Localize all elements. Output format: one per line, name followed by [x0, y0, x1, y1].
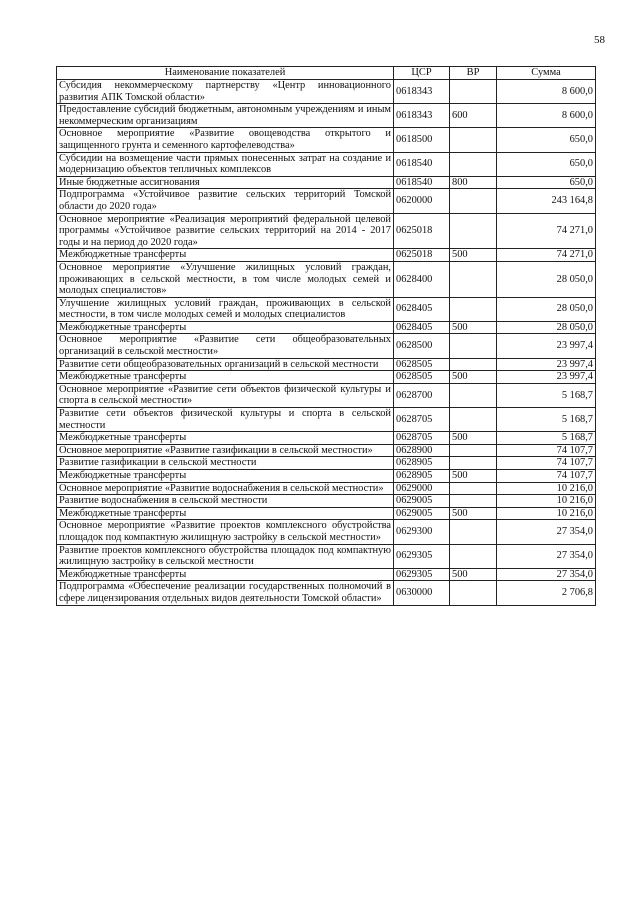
table-row	[57, 507, 596, 520]
table-row	[57, 457, 596, 470]
cell-sum: 2 706,8	[497, 581, 596, 605]
cell-name: Развитие сети общеобразовательных организаций в сельской местности	[57, 358, 394, 371]
table-row	[57, 432, 596, 445]
cell-sum: 10 216,0	[497, 482, 596, 495]
cell-sum: 74 107,7	[497, 444, 596, 457]
table-row	[57, 261, 596, 297]
cell-name: Межбюджетные трансферты	[57, 507, 394, 520]
cell-name: Развитие сети объектов физической культуры и спорта в сельской местности	[57, 408, 394, 432]
cell-name: Межбюджетные трансферты	[57, 432, 394, 445]
header-sum: Сумма	[497, 67, 596, 80]
cell-sum: 5 168,7	[497, 383, 596, 407]
table-row	[57, 444, 596, 457]
table-row	[57, 568, 596, 581]
cell-vr	[450, 261, 497, 297]
cell-name: Субсидия некоммерческому партнерству «Центр инновационного развития АПК Томской области»	[57, 80, 394, 104]
table-row	[57, 371, 596, 384]
table-row	[57, 482, 596, 495]
cell-name: Основное мероприятие «Развитие проектов комплексного обустройства площадок под компактную жилищную застройку в сельской местности»	[57, 520, 394, 544]
table-row	[57, 495, 596, 508]
cell-sum: 74 271,0	[497, 213, 596, 249]
cell-sum: 10 216,0	[497, 507, 596, 520]
cell-sum: 650,0	[497, 152, 596, 176]
header-name: Наименование показателей	[57, 67, 394, 80]
table-row	[57, 470, 596, 483]
cell-sum: 23 997,4	[497, 371, 596, 384]
table-row	[57, 104, 596, 128]
cell-vr	[450, 383, 497, 407]
table-row	[57, 297, 596, 321]
cell-vr: 500	[450, 470, 497, 483]
cell-name: Развитие водоснабжения в сельской местности	[57, 495, 394, 508]
header-csr: ЦСР	[394, 67, 450, 80]
cell-vr: 500	[450, 249, 497, 262]
cell-csr: 0628400	[394, 261, 450, 297]
cell-csr: 0629000	[394, 482, 450, 495]
page-number: 58	[594, 34, 605, 46]
cell-csr: 0628905	[394, 470, 450, 483]
cell-name: Улучшение жилищных условий граждан, проживающих в сельской местности, в том числе молодых семей и молодых специалистов	[57, 297, 394, 321]
cell-vr: 500	[450, 321, 497, 334]
cell-name: Предоставление субсидий бюджетным, автономным учреждениям и иным некоммерческим организациям	[57, 104, 394, 128]
cell-name: Субсидии на возмещение части прямых понесенных затрат на создание и модернизацию объектов тепличных комплексов	[57, 152, 394, 176]
header-vr: ВР	[450, 67, 497, 80]
cell-name: Основное мероприятие «Развитие сети объектов физической культуры и спорта в сельской местности»	[57, 383, 394, 407]
cell-sum: 28 050,0	[497, 321, 596, 334]
cell-name: Основное мероприятие «Развитие газификации в сельской местности»	[57, 444, 394, 457]
cell-sum: 27 354,0	[497, 544, 596, 568]
cell-name: Основное мероприятие «Улучшение жилищных условий граждан, проживающих в сельской местности, в том числе молодых семей и молодых специалистов»	[57, 261, 394, 297]
cell-vr	[450, 520, 497, 544]
cell-name: Развитие проектов комплексного обустройства площадок под компактную жилищную застройку в сельской местности	[57, 544, 394, 568]
cell-csr: 0629305	[394, 568, 450, 581]
cell-csr: 0620000	[394, 189, 450, 213]
cell-name: Межбюджетные трансферты	[57, 371, 394, 384]
table-row	[57, 152, 596, 176]
table-header-row	[57, 67, 596, 80]
cell-vr	[450, 495, 497, 508]
cell-csr: 0629300	[394, 520, 450, 544]
table-row	[57, 520, 596, 544]
table-row	[57, 128, 596, 152]
cell-name: Основное мероприятие «Развитие водоснабжения в сельской местности»	[57, 482, 394, 495]
cell-csr: 0618343	[394, 104, 450, 128]
cell-vr	[450, 334, 497, 358]
cell-vr	[450, 297, 497, 321]
cell-vr: 500	[450, 507, 497, 520]
cell-name: Подпрограмма «Устойчивое развитие сельских территорий Томской области до 2020 года»	[57, 189, 394, 213]
cell-sum: 5 168,7	[497, 432, 596, 445]
cell-vr: 500	[450, 371, 497, 384]
cell-name: Иные бюджетные ассигнования	[57, 176, 394, 189]
cell-csr: 0629305	[394, 544, 450, 568]
cell-vr	[450, 189, 497, 213]
cell-name: Подпрограмма «Обеспечение реализации государственных полномочий в сфере лицензирования отдельных видов деятельности Томской области»	[57, 581, 394, 605]
cell-name: Межбюджетные трансферты	[57, 568, 394, 581]
cell-sum: 650,0	[497, 176, 596, 189]
cell-csr: 0625018	[394, 213, 450, 249]
cell-csr: 0628405	[394, 297, 450, 321]
cell-sum: 74 107,7	[497, 470, 596, 483]
cell-csr: 0628705	[394, 408, 450, 432]
cell-vr	[450, 213, 497, 249]
cell-name: Межбюджетные трансферты	[57, 321, 394, 334]
cell-csr: 0618540	[394, 152, 450, 176]
cell-name: Основное мероприятие «Реализация мероприятий федеральной целевой программы «Устойчивое развитие сельских территорий на 2014 - 2017 годы и на период до 2020 года»	[57, 213, 394, 249]
table-row	[57, 581, 596, 605]
cell-csr: 0628505	[394, 371, 450, 384]
cell-vr	[450, 544, 497, 568]
cell-vr	[450, 444, 497, 457]
table-row	[57, 213, 596, 249]
cell-vr: 600	[450, 104, 497, 128]
table-body	[57, 80, 596, 606]
cell-vr: 500	[450, 568, 497, 581]
table-row	[57, 383, 596, 407]
cell-vr: 500	[450, 432, 497, 445]
budget-table	[56, 66, 596, 606]
cell-name: Межбюджетные трансферты	[57, 470, 394, 483]
cell-sum: 23 997,4	[497, 358, 596, 371]
cell-csr: 0629005	[394, 507, 450, 520]
table-row	[57, 408, 596, 432]
cell-vr	[450, 457, 497, 470]
table-row	[57, 189, 596, 213]
table-row	[57, 80, 596, 104]
cell-csr: 0618343	[394, 80, 450, 104]
cell-csr: 0618540	[394, 176, 450, 189]
cell-sum: 8 600,0	[497, 80, 596, 104]
cell-csr: 0628505	[394, 358, 450, 371]
cell-csr: 0628905	[394, 457, 450, 470]
cell-csr: 0628500	[394, 334, 450, 358]
cell-csr: 0628900	[394, 444, 450, 457]
cell-vr	[450, 581, 497, 605]
cell-csr: 0625018	[394, 249, 450, 262]
table-row	[57, 358, 596, 371]
cell-sum: 28 050,0	[497, 297, 596, 321]
cell-csr: 0628705	[394, 432, 450, 445]
cell-name: Межбюджетные трансферты	[57, 249, 394, 262]
cell-vr	[450, 408, 497, 432]
cell-csr: 0618500	[394, 128, 450, 152]
cell-vr	[450, 128, 497, 152]
cell-vr	[450, 152, 497, 176]
cell-sum: 10 216,0	[497, 495, 596, 508]
cell-name: Развитие газификации в сельской местности	[57, 457, 394, 470]
cell-sum: 74 107,7	[497, 457, 596, 470]
cell-sum: 27 354,0	[497, 568, 596, 581]
cell-vr: 800	[450, 176, 497, 189]
cell-sum: 27 354,0	[497, 520, 596, 544]
cell-csr: 0629005	[394, 495, 450, 508]
cell-csr: 0628405	[394, 321, 450, 334]
cell-sum: 243 164,8	[497, 189, 596, 213]
cell-vr	[450, 358, 497, 371]
cell-name: Основное мероприятие «Развитие сети общеобразовательных организаций в сельской местности»	[57, 334, 394, 358]
cell-sum: 650,0	[497, 128, 596, 152]
table-row	[57, 334, 596, 358]
cell-sum: 8 600,0	[497, 104, 596, 128]
cell-sum: 74 271,0	[497, 249, 596, 262]
cell-vr	[450, 80, 497, 104]
cell-sum: 5 168,7	[497, 408, 596, 432]
cell-csr: 0628700	[394, 383, 450, 407]
table-row	[57, 321, 596, 334]
cell-sum: 23 997,4	[497, 334, 596, 358]
cell-csr: 0630000	[394, 581, 450, 605]
table-row	[57, 249, 596, 262]
table-row	[57, 176, 596, 189]
cell-sum: 28 050,0	[497, 261, 596, 297]
cell-vr	[450, 482, 497, 495]
table-row	[57, 544, 596, 568]
cell-name: Основное мероприятие «Развитие овощеводства открытого и защищенного грунта и семенного картофелеводства»	[57, 128, 394, 152]
